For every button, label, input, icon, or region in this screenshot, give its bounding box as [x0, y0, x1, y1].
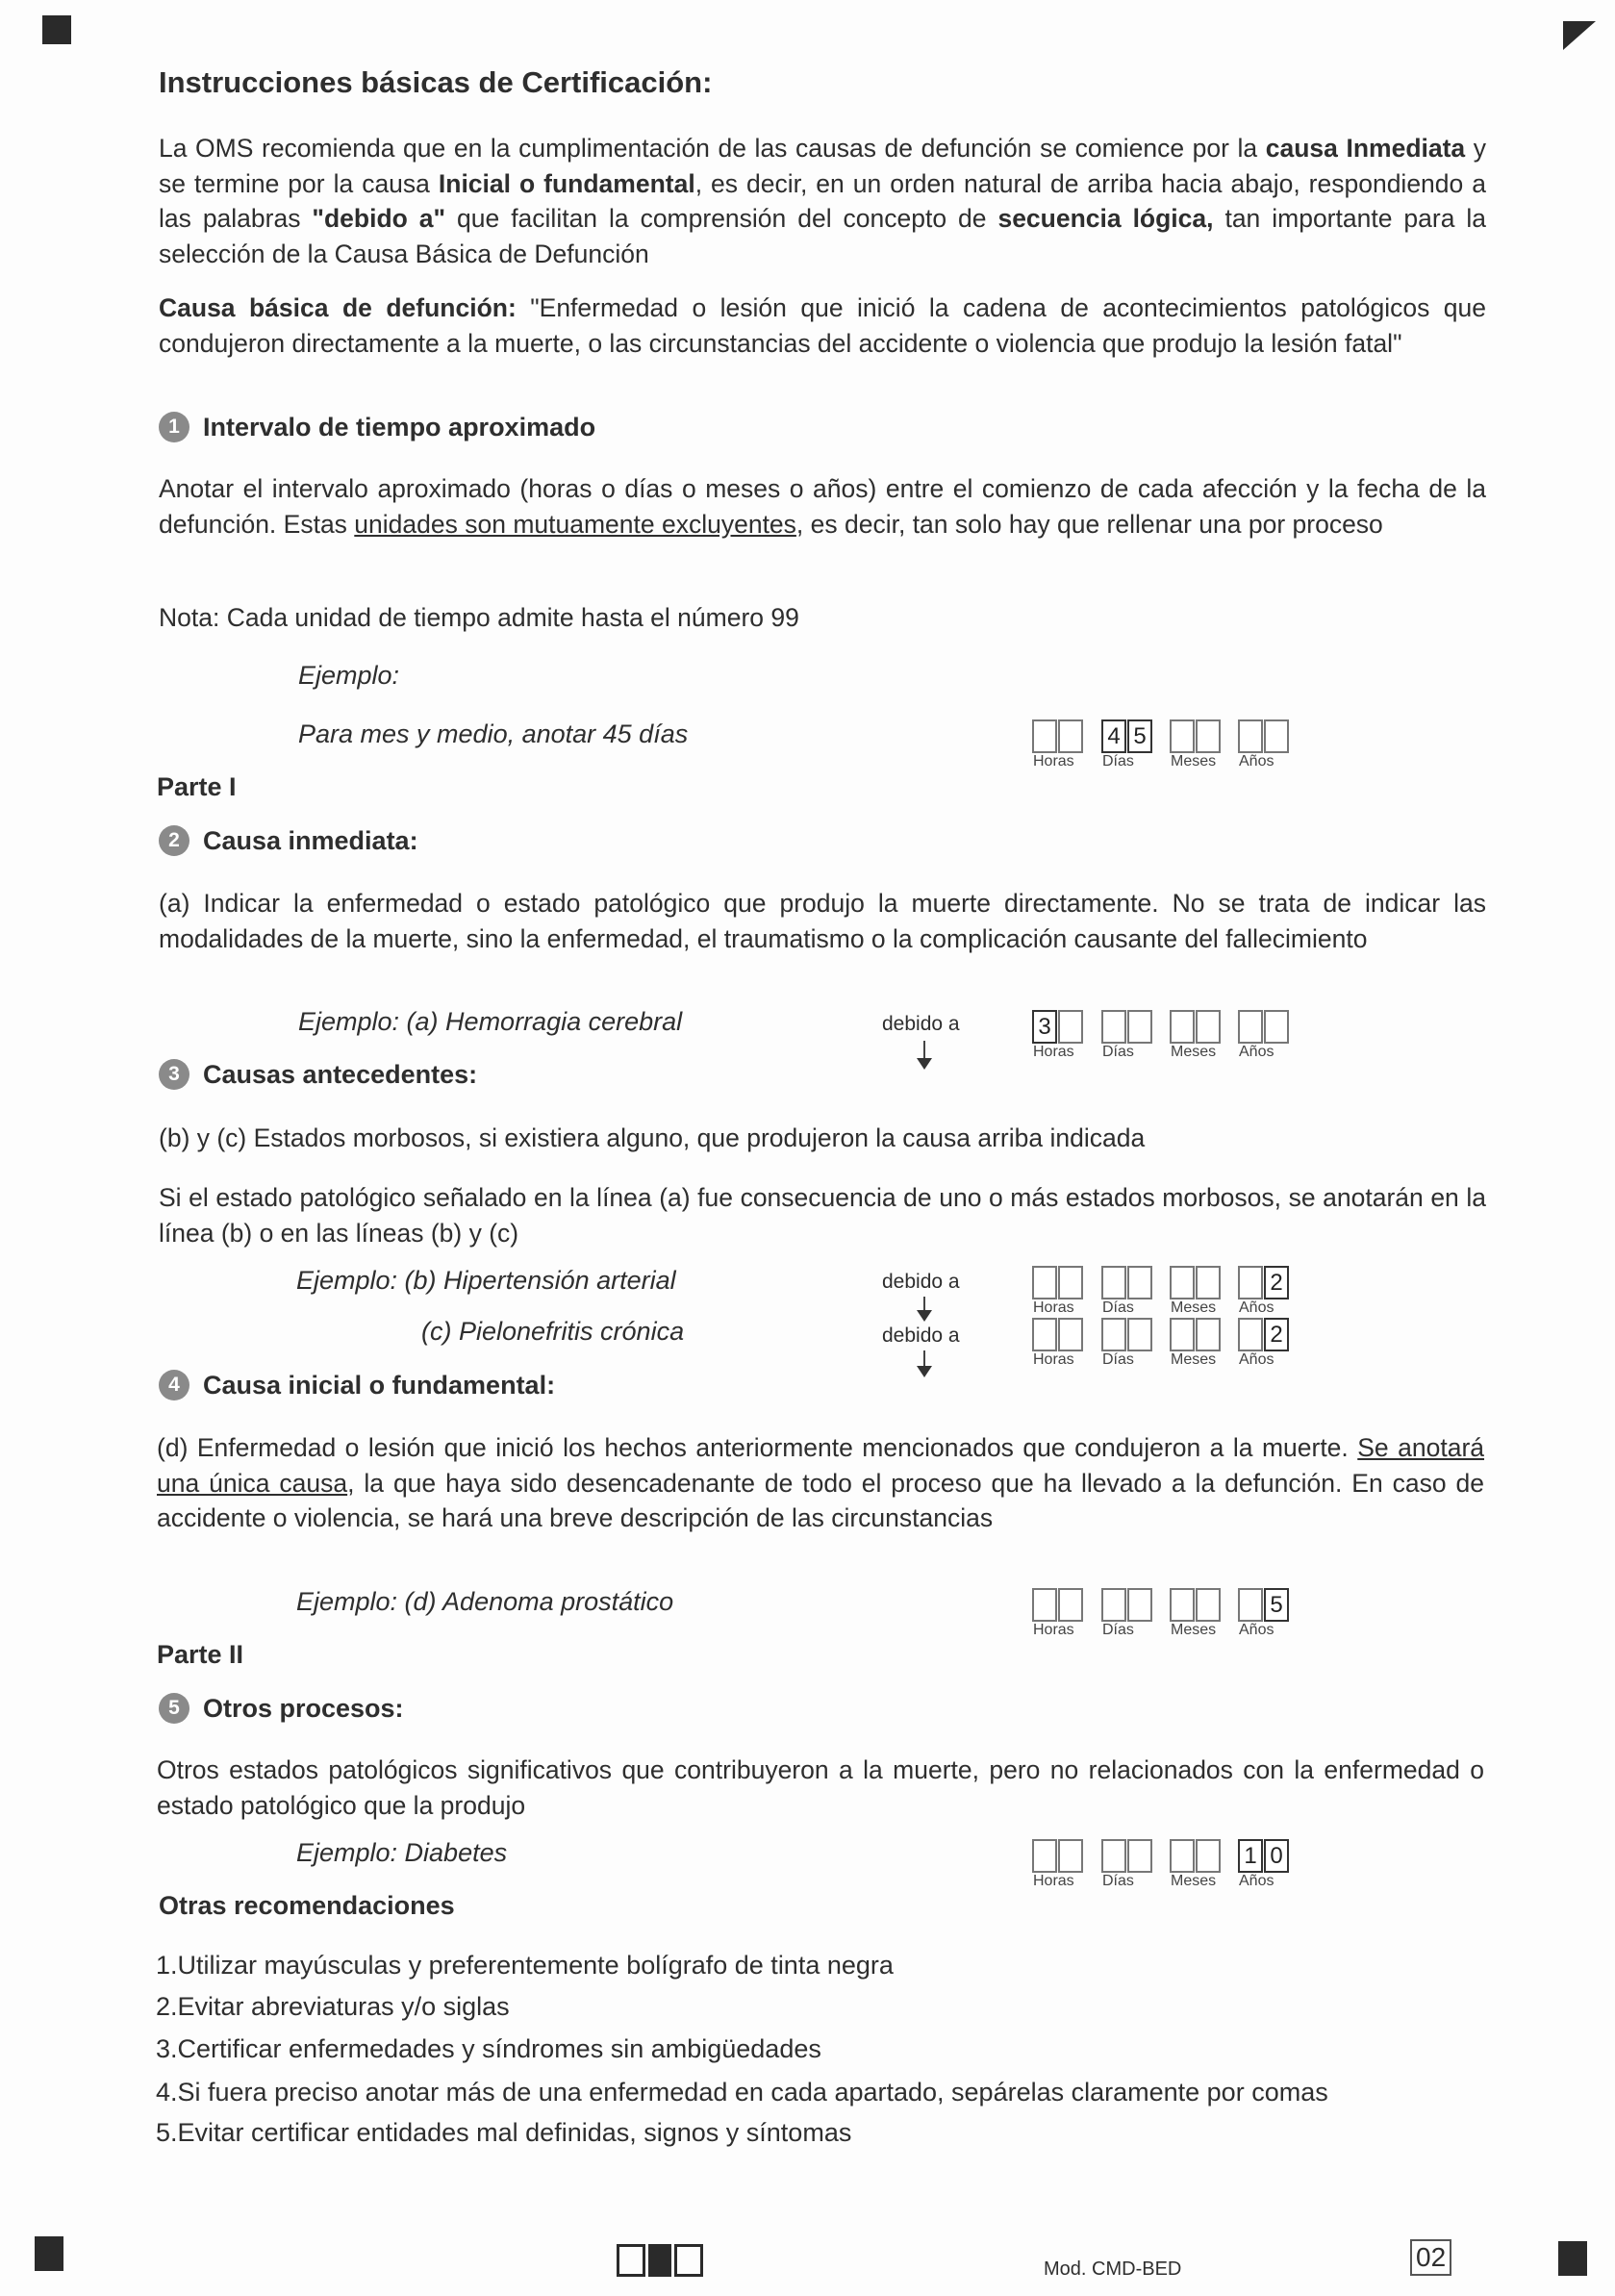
section-1-note: Nota: Cada unidad de tiempo admite hasta el número 99 — [159, 603, 799, 632]
digit-box — [1058, 719, 1083, 753]
time-boxes-example-c — [1032, 1318, 1301, 1372]
time-unit-label: Horas — [1033, 753, 1074, 770]
time-unit-label: Horas — [1033, 1299, 1074, 1316]
digit-box — [1032, 719, 1057, 753]
section-2-heading: 2 Causa inmediata: — [159, 825, 418, 856]
example-label: Ejemplo: — [298, 661, 400, 690]
number-badge: 5 — [159, 1693, 189, 1724]
basic-cause-definition: Causa básica de defunción: "Enfermedad o lesión que inició la cadena de acontecimientos patológicos que condujeron directamente a la muerte, o las circunstancias del accidente o violencia que produjo la lesión fatal" — [159, 293, 1487, 358]
digit-box — [1196, 1266, 1221, 1299]
registration-triangle-top-right — [1563, 21, 1596, 50]
digit-box: 2 — [1264, 1318, 1289, 1351]
time-unit-label: Años — [1239, 1299, 1274, 1316]
section-5-heading: 5 Otros procesos: — [159, 1693, 404, 1724]
digit-box — [1058, 1266, 1083, 1299]
time-unit-label: Días — [1102, 1622, 1134, 1638]
digit-box: 2 — [1264, 1266, 1289, 1299]
time-unit-label: Años — [1239, 1622, 1274, 1638]
digit-box — [1264, 719, 1289, 753]
digit-box — [1101, 1010, 1126, 1044]
digit-box — [1238, 1266, 1263, 1299]
time-unit-label: Meses — [1171, 1351, 1217, 1368]
section-4-heading: 4 Causa inicial o fundamental: — [159, 1370, 555, 1400]
part-1-label: Parte I — [157, 772, 237, 801]
example-c: (c) Pielonefritis crónica — [421, 1317, 685, 1346]
digit-box — [1170, 1318, 1195, 1351]
section-3-text-2: Si el estado patológico señalado en la línea (a) fue consecuencia de uno o más estados morbosos, se anotarán en la línea (b) o en las líneas (b) y (c) — [159, 1183, 1486, 1248]
digit-box — [1032, 1588, 1057, 1622]
debido-a-connector: debido a — [882, 1013, 960, 1035]
arrow-down-icon — [923, 1041, 925, 1064]
digit-box — [1170, 1588, 1195, 1622]
recommendation-item: 1.Utilizar mayúsculas y preferentemente bolígrafo de tinta negra — [156, 1951, 894, 1980]
intro-paragraph: La OMS recomienda que en la cumplimentación de las causas de defunción se comience por la causa Inmediata y se termine por la causa Inicial o fundamental, es decir, en un orden natural de arriba hacia abajo, respondiendo a las palabras "debido a" que facilitan la comprensión del concepto de secuencia lógica, tan importante para la selección de la Causa Básica de Defunción — [159, 134, 1486, 268]
recommendations-heading: Otras recomendaciones — [159, 1891, 455, 1920]
digit-box: 5 — [1264, 1588, 1289, 1622]
time-boxes-example-1 — [1032, 719, 1301, 773]
digit-box: 1 — [1238, 1839, 1263, 1873]
registration-mark-bottom-left — [35, 2236, 63, 2271]
digit-box — [1127, 1010, 1152, 1044]
digit-box — [1264, 1010, 1289, 1044]
example-text: Para mes y medio, anotar 45 días — [298, 719, 689, 748]
time-unit-label: Días — [1102, 1044, 1134, 1060]
time-unit-label: Años — [1239, 1351, 1274, 1368]
time-boxes-example-a — [1032, 1010, 1301, 1064]
recommendation-item: 2.Evitar abreviaturas y/o siglas — [156, 1992, 510, 2021]
digit-box: 0 — [1264, 1839, 1289, 1873]
digit-box — [1196, 719, 1221, 753]
time-unit-label: Meses — [1171, 753, 1217, 770]
time-unit-label: Años — [1239, 753, 1274, 770]
recommendation-item: 3.Certificar enfermedades y síndromes sin ambigüedades — [156, 2034, 821, 2063]
digit-box: 4 — [1101, 719, 1126, 753]
time-unit-label: Días — [1102, 1351, 1134, 1368]
digit-box: 5 — [1127, 719, 1152, 753]
section-4-text: (d) Enfermedad o lesión que inició los hechos anteriormente mencionados que condujeron a la muerte. Se anotará una única causa, la que haya sido desencadenante de todo el proceso que ha llevado a la defunción. En caso de accidente o violencia, se hará una breve descripción de las circunstancias — [157, 1433, 1485, 1532]
digit-box — [1170, 719, 1195, 753]
time-unit-label: Meses — [1171, 1873, 1217, 1889]
time-unit-label: Horas — [1033, 1044, 1074, 1060]
recommendation-item: 5.Evitar certificar entidades mal definidas, signos y síntomas — [156, 2118, 852, 2147]
digit-box — [1127, 1318, 1152, 1351]
digit-box — [1238, 1588, 1263, 1622]
example-other: Ejemplo: Diabetes — [296, 1838, 508, 1867]
digit-box — [1127, 1266, 1152, 1299]
time-unit-label: Años — [1239, 1873, 1274, 1889]
digit-box — [1101, 1839, 1126, 1873]
registration-mark-top-left — [42, 15, 71, 44]
recommendation-item: 4.Si fuera preciso anotar más de una enfermedad en cada apartado, sepárelas claramente por comas — [156, 2078, 1328, 2107]
section-1-heading: 1 Intervalo de tiempo aproximado — [159, 412, 595, 442]
registration-mark-bottom-right — [1558, 2241, 1587, 2276]
section-5-text: Otros estados patológicos significativos que contribuyeron a la muerte, pero no relacionados con la enfermedad o estado patológico que la produjo — [157, 1755, 1484, 1820]
example-b: Ejemplo: (b) Hipertensión arterial — [296, 1266, 676, 1295]
section-3-heading: 3 Causas antecedentes: — [159, 1059, 477, 1090]
example-immediate-cause: Ejemplo: (a) Hemorragia cerebral — [298, 1007, 683, 1036]
digit-box — [1032, 1839, 1057, 1873]
time-unit-label: Horas — [1033, 1622, 1074, 1638]
digit-box — [1127, 1839, 1152, 1873]
time-unit-label: Horas — [1033, 1351, 1074, 1368]
number-badge: 3 — [159, 1059, 189, 1090]
digit-box — [1238, 1010, 1263, 1044]
time-unit-label: Meses — [1171, 1044, 1217, 1060]
digit-box — [1032, 1266, 1057, 1299]
digit-box — [1238, 1318, 1263, 1351]
debido-a-connector: debido a — [882, 1325, 960, 1347]
part-2-label: Parte II — [157, 1640, 244, 1669]
number-badge: 1 — [159, 412, 189, 442]
form-model-code: Mod. CMD-BED — [1044, 2258, 1182, 2280]
number-badge: 2 — [159, 825, 189, 856]
time-unit-label: Días — [1102, 1299, 1134, 1316]
time-unit-label: Horas — [1033, 1873, 1074, 1889]
digit-box — [1170, 1839, 1195, 1873]
digit-box — [1101, 1318, 1126, 1351]
digit-box: 3 — [1032, 1010, 1057, 1044]
digit-box — [1101, 1588, 1126, 1622]
digit-box — [1170, 1010, 1195, 1044]
digit-box — [1196, 1010, 1221, 1044]
digit-box — [1058, 1588, 1083, 1622]
time-boxes-example-b — [1032, 1266, 1301, 1320]
digit-box — [1101, 1266, 1126, 1299]
time-unit-label: Meses — [1171, 1299, 1217, 1316]
digit-box — [1196, 1588, 1221, 1622]
time-boxes-example-other — [1032, 1839, 1301, 1893]
digit-box — [1170, 1266, 1195, 1299]
arrow-down-icon — [923, 1350, 925, 1372]
section-3-text-1: (b) y (c) Estados morbosos, si existiera alguno, que produjeron la causa arriba indicada — [159, 1123, 1146, 1152]
number-badge: 4 — [159, 1370, 189, 1400]
arrow-down-icon — [923, 1297, 925, 1316]
time-boxes-example-d — [1032, 1588, 1301, 1642]
debido-a-connector: debido a — [882, 1271, 960, 1293]
page-number: 02 — [1410, 2239, 1451, 2276]
digit-box — [1196, 1318, 1221, 1351]
digit-box — [1032, 1318, 1057, 1351]
time-unit-label: Años — [1239, 1044, 1274, 1060]
time-unit-label: Días — [1102, 753, 1134, 770]
page-title: Instrucciones básicas de Certificación: — [159, 65, 713, 99]
page-code-blocks — [617, 2244, 703, 2277]
digit-box — [1238, 719, 1263, 753]
section-2-text: (a) Indicar la enfermedad o estado patológico que produjo la muerte directamente. No se trata de indicar las modalidades de la muerte, sino la enfermedad, el traumatismo o la complicación causante del fallecimiento — [159, 889, 1486, 953]
section-1-text: Anotar el intervalo aproximado (horas o días o meses o años) entre el comienzo de cada afección y la fecha de la defunción. Estas unidades son mutuamente excluyentes, es decir, tan solo hay que rellenar una por proceso — [159, 474, 1486, 539]
digit-box — [1058, 1318, 1083, 1351]
example-d: Ejemplo: (d) Adenoma prostático — [296, 1587, 674, 1616]
time-unit-label: Días — [1102, 1873, 1134, 1889]
digit-box — [1196, 1839, 1221, 1873]
digit-box — [1058, 1010, 1083, 1044]
digit-box — [1127, 1588, 1152, 1622]
time-unit-label: Meses — [1171, 1622, 1217, 1638]
digit-box — [1058, 1839, 1083, 1873]
